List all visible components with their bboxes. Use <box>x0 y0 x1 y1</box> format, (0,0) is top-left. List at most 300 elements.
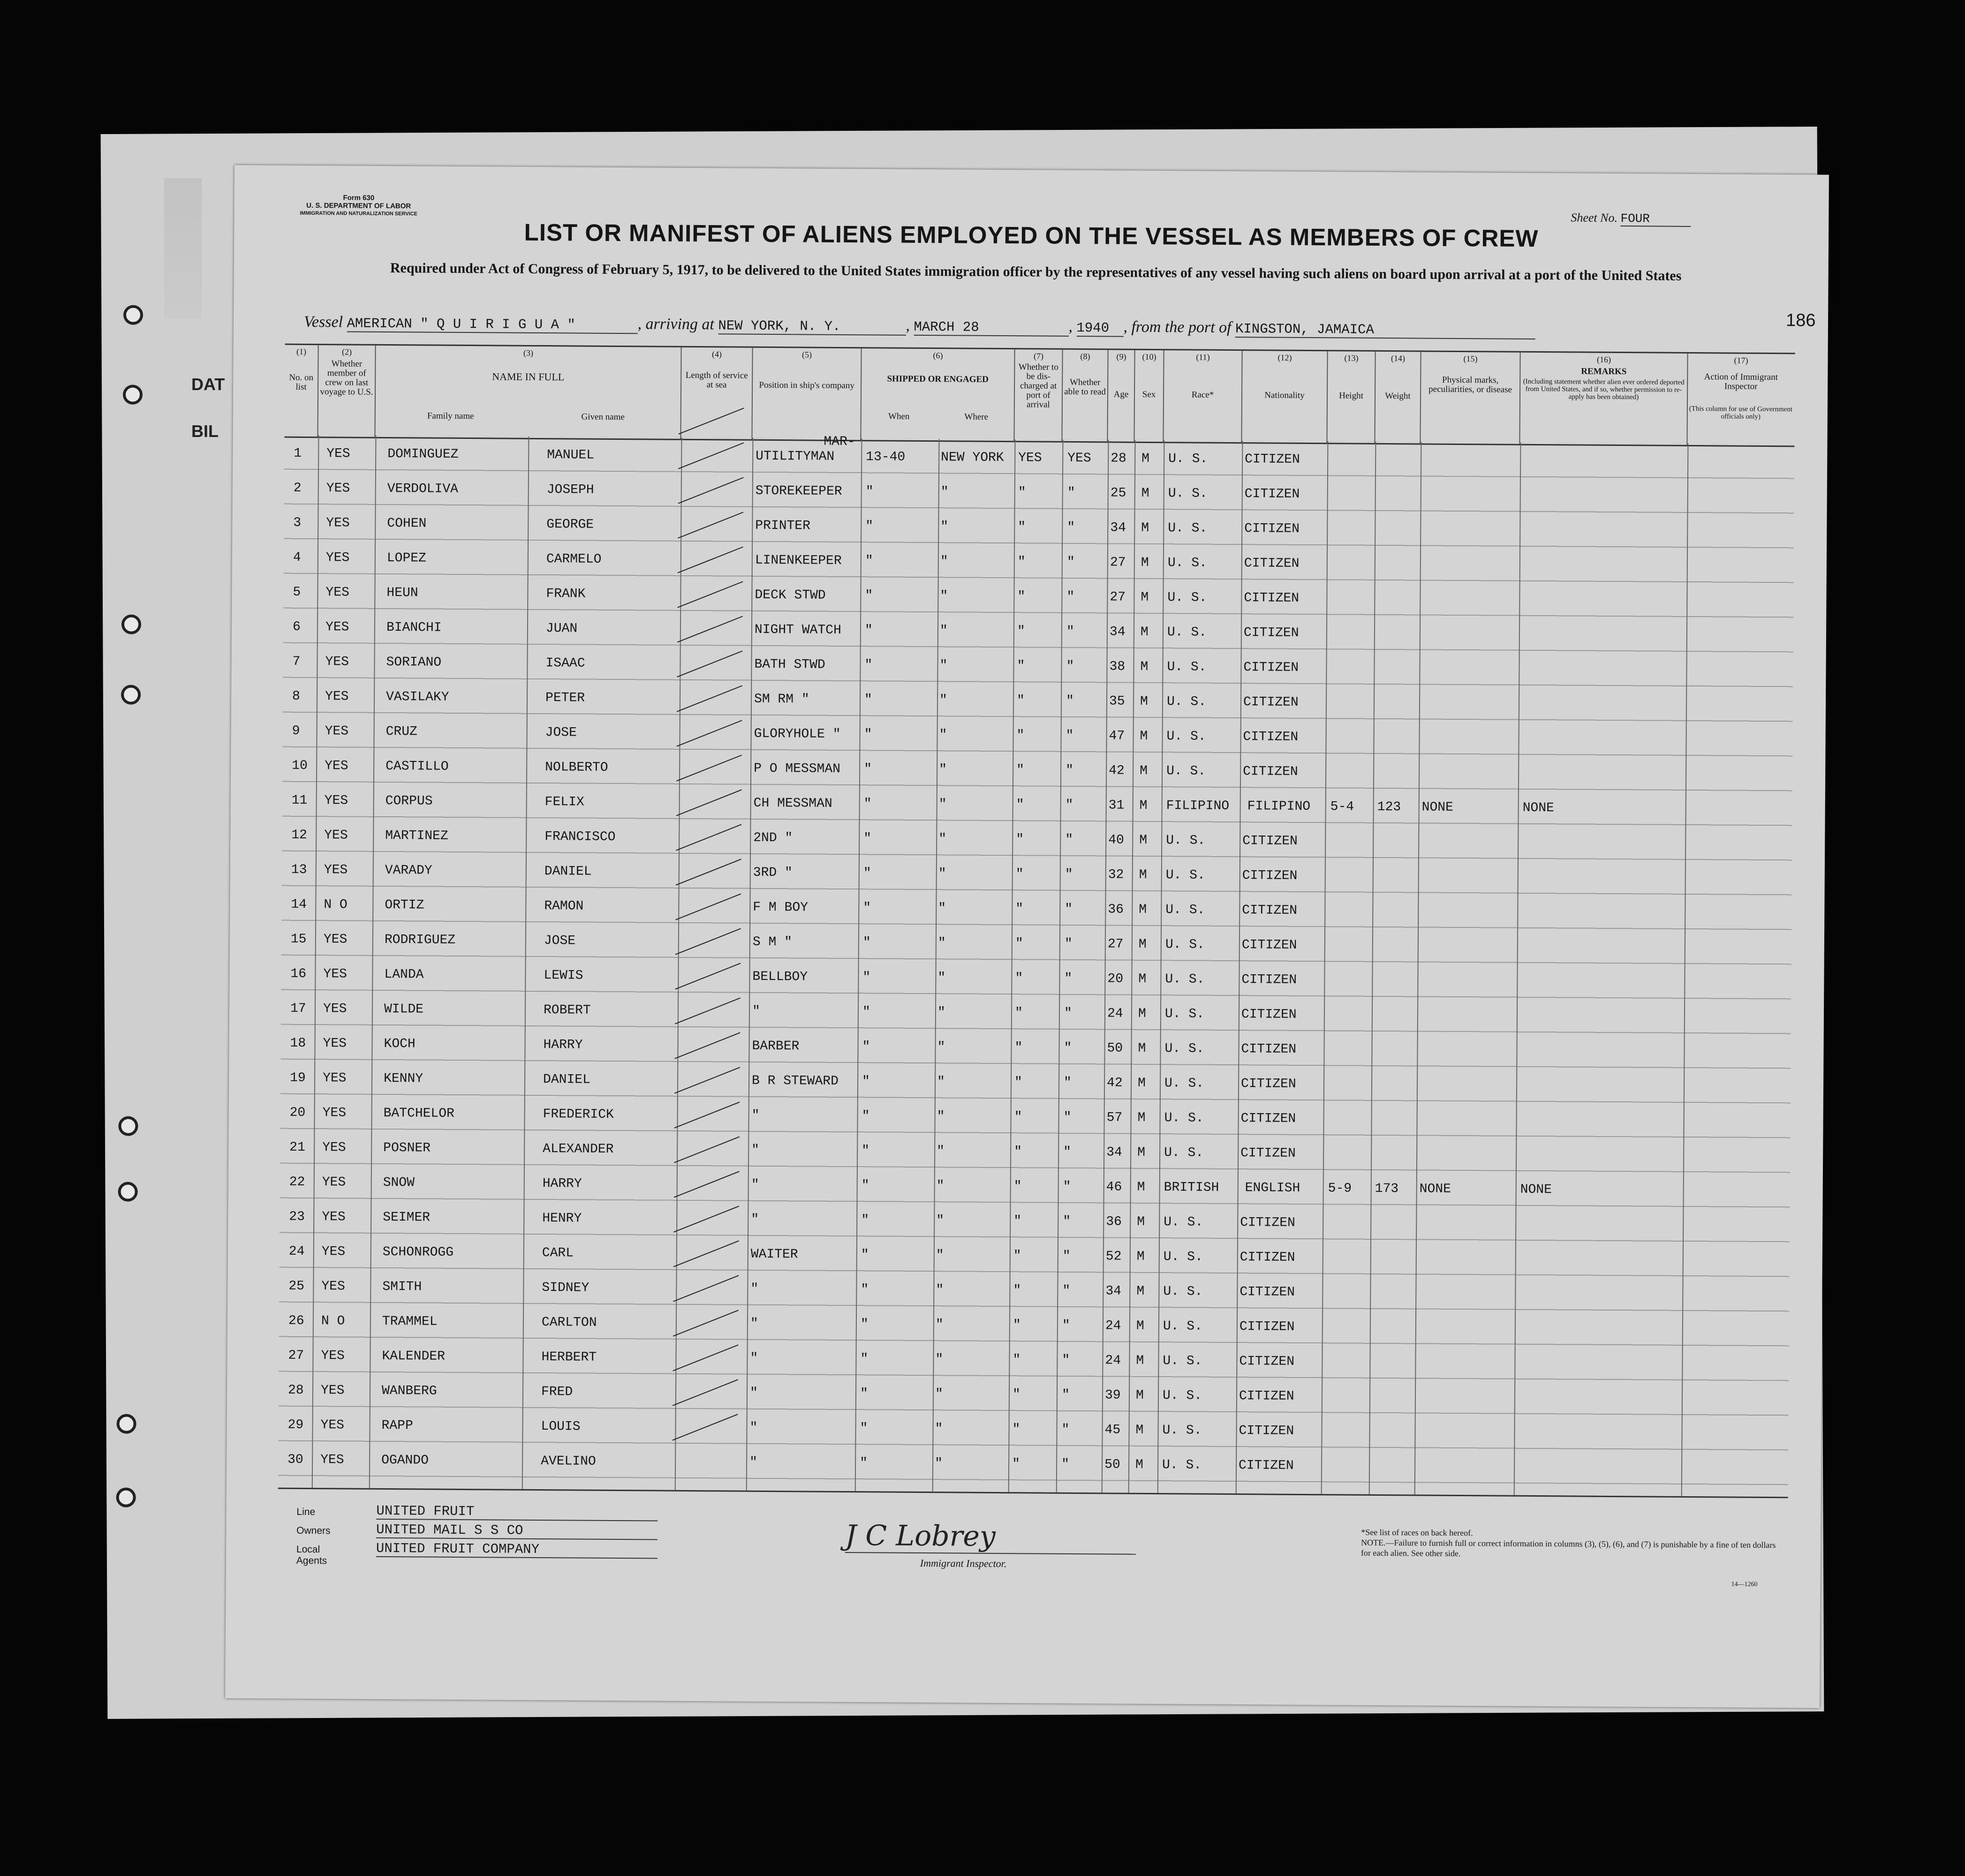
given-name: LEWIS <box>544 968 583 983</box>
sheet-value: FOUR <box>1620 211 1691 227</box>
race: U. S. <box>1165 972 1205 987</box>
given-name: JOSE <box>544 934 576 949</box>
age: 34 <box>1106 1145 1122 1160</box>
race: U. S. <box>1168 521 1208 536</box>
col-header-1: (1) No. on list <box>284 345 318 437</box>
able-to-read: " <box>1065 798 1073 813</box>
punch-hole <box>121 685 141 705</box>
row-number: 6 <box>292 619 301 634</box>
given-name: PETER <box>545 691 585 706</box>
nationality: CITIZEN <box>1242 834 1298 849</box>
able-to-read: " <box>1062 1283 1071 1298</box>
able-to-read: " <box>1061 1422 1070 1437</box>
department-name: U. S. DEPARTMENT OF LABOR <box>306 201 411 211</box>
age: 50 <box>1104 1457 1120 1472</box>
shipped-when: 13-40 <box>866 450 906 465</box>
race: U. S. <box>1165 937 1205 952</box>
race: U. S. <box>1165 868 1205 883</box>
shipped-when: " <box>861 1213 869 1228</box>
given-name: LOUIS <box>541 1419 581 1434</box>
nationality: ENGLISH <box>1245 1181 1300 1196</box>
nationality: CITIZEN <box>1239 1354 1295 1369</box>
prev-voyage: YES <box>326 516 350 531</box>
family-name: CORPUS <box>385 793 433 809</box>
able-to-read: " <box>1066 555 1075 570</box>
height: 5-4 <box>1330 799 1354 814</box>
nationality: CITIZEN <box>1241 972 1297 987</box>
age: 42 <box>1106 1076 1123 1091</box>
nationality: CITIZEN <box>1240 1215 1295 1230</box>
col-header-8: (8) Whether able to read <box>1062 350 1108 442</box>
given-name: FRANK <box>546 587 586 602</box>
able-to-read: " <box>1064 971 1073 986</box>
position: " <box>752 1004 760 1019</box>
able-to-read: " <box>1063 1179 1071 1194</box>
nationality: CITIZEN <box>1245 452 1300 467</box>
position: WAITER <box>750 1247 798 1262</box>
discharged: " <box>1014 1110 1022 1125</box>
col-header-5: (5) Position in ship's company <box>752 348 862 440</box>
prev-voyage: YES <box>322 1106 347 1121</box>
race: U. S. <box>1167 590 1207 605</box>
arrival-year: 1940 <box>1076 320 1123 337</box>
age: 31 <box>1108 798 1125 813</box>
discharged: " <box>1014 1145 1022 1160</box>
age: 46 <box>1106 1180 1122 1195</box>
nationality: CITIZEN <box>1239 1319 1295 1334</box>
position: SM RM " <box>754 692 809 707</box>
nationality: CITIZEN <box>1244 556 1300 571</box>
shipped-when: " <box>865 484 874 499</box>
able-to-read: " <box>1066 589 1075 604</box>
age: 27 <box>1107 937 1124 952</box>
sex: M <box>1141 486 1149 501</box>
shipped-where: " <box>935 1456 943 1471</box>
col-header-13: (13) Height <box>1327 351 1376 443</box>
back-stamp <box>164 178 202 319</box>
shipped-where: " <box>940 554 948 569</box>
age: 20 <box>1107 972 1124 987</box>
given-name: JUAN <box>545 621 578 636</box>
given-name: MANUEL <box>547 448 595 463</box>
discharged: " <box>1016 728 1025 743</box>
nationality: CITIZEN <box>1243 625 1299 640</box>
nationality: CITIZEN <box>1244 591 1300 606</box>
able-to-read: YES <box>1067 451 1091 466</box>
col-header-17: (17) Action of Immigrant Inspector (This column for use of Government officials only) <box>1689 355 1793 421</box>
family-name: COHEN <box>387 516 427 531</box>
race: U. S. <box>1163 1354 1202 1369</box>
given-name: FELIX <box>544 795 584 810</box>
sex: M <box>1139 867 1147 882</box>
owners-value: UNITED MAIL S S CO <box>376 1522 658 1540</box>
sex: M <box>1136 1284 1145 1299</box>
family-name: LANDA <box>384 967 424 982</box>
shipped-where: " <box>939 693 947 708</box>
age: 27 <box>1110 555 1126 570</box>
prev-voyage: YES <box>325 724 349 739</box>
penalty-note: NOTE.—Failure to furnish full or correct information in columns (3), (5), (6), and (7) is punishable by a fine of ten dollars for each alien. See other side. <box>1360 1537 1776 1559</box>
shipped-where: " <box>937 936 946 951</box>
sex: M <box>1137 1110 1146 1125</box>
family-name: RODRIGUEZ <box>384 932 456 948</box>
age: 57 <box>1106 1110 1123 1125</box>
able-to-read: " <box>1063 1075 1072 1090</box>
race: U. S. <box>1168 452 1208 467</box>
able-to-read: " <box>1066 624 1074 639</box>
shipped-when: " <box>865 554 873 569</box>
position: BELLBOY <box>752 969 808 985</box>
position: " <box>749 1455 758 1470</box>
sex: M <box>1139 798 1148 813</box>
nationality: CITIZEN <box>1242 903 1298 918</box>
nationality: CITIZEN <box>1239 1458 1294 1473</box>
row-number: 12 <box>291 828 307 843</box>
shipped-where: " <box>936 1179 945 1194</box>
col-header-16: (16) REMARKS (Including statement whether alien ever ordered deported from United States, and if so, whether permission to re-apply has been obtained) <box>1520 353 1688 445</box>
position: GLORYHOLE " <box>754 726 841 742</box>
discharged: " <box>1012 1422 1020 1437</box>
row-number: 20 <box>289 1105 306 1120</box>
position: " <box>749 1420 758 1435</box>
shipped-when: " <box>864 727 872 742</box>
given-name: ROBERT <box>543 1003 591 1018</box>
race: U. S. <box>1163 1250 1203 1265</box>
race: U. S. <box>1167 660 1207 675</box>
sex: M <box>1139 902 1147 917</box>
sex: M <box>1138 1041 1146 1056</box>
position: F M BOY <box>753 900 809 915</box>
line-label: Line <box>296 1506 316 1518</box>
position: BATH STWD <box>754 657 825 672</box>
row-number: 26 <box>288 1313 304 1328</box>
shipped-where: " <box>938 832 947 847</box>
given-name: ALEXANDER <box>543 1142 614 1157</box>
able-to-read: " <box>1066 763 1074 778</box>
able-to-read: " <box>1064 936 1073 951</box>
race: U. S. <box>1168 486 1208 501</box>
row-number: 15 <box>290 932 307 947</box>
discharged: " <box>1015 902 1024 917</box>
service-name: IMMIGRATION AND NATURALIZATION SERVICE <box>300 210 417 217</box>
discharged: " <box>1018 520 1026 535</box>
shipped-when: " <box>862 970 871 985</box>
race: U. S. <box>1166 694 1207 709</box>
col-header-11: (11) Race* <box>1164 350 1242 442</box>
row-number: 3 <box>293 515 302 530</box>
family-name: ORTIZ <box>385 897 424 913</box>
shipped-when: " <box>864 658 873 673</box>
discharged: " <box>1013 1318 1021 1333</box>
family-name: VERDOLIVA <box>387 482 459 497</box>
form-header-block <box>300 194 417 218</box>
position: " <box>750 1351 758 1366</box>
shipped-where: " <box>937 971 946 986</box>
shipped-where: " <box>938 797 947 812</box>
row-number: 1 <box>294 446 302 461</box>
shipped-where: " <box>937 1040 945 1055</box>
page-subtitle: Required under Act of Congress of February 5, 1917, to be delivered to the United States immigration officer by the representatives of any vessel having such aliens on board upon arrival at a port of the United States <box>390 260 1682 284</box>
nationality: CITIZEN <box>1240 1077 1296 1092</box>
line-value: UNITED FRUIT <box>376 1503 658 1522</box>
family-name: KOCH <box>384 1036 416 1052</box>
page-title: LIST OR MANIFEST OF ALIENS EMPLOYED ON THE VESSEL AS MEMBERS OF CREW <box>524 218 1539 252</box>
race: U. S. <box>1162 1423 1202 1438</box>
discharged: " <box>1018 485 1026 500</box>
age: 50 <box>1107 1041 1123 1056</box>
nationality: CITIZEN <box>1240 1146 1296 1161</box>
given-name: CARMELO <box>546 552 602 567</box>
given-name: ISAAC <box>545 656 585 671</box>
row-number: 5 <box>293 585 301 600</box>
col-header-12: (12) Nationality <box>1242 351 1328 443</box>
family-name: HEUN <box>386 585 418 601</box>
row-number: 17 <box>290 1001 306 1016</box>
position: DECK STWD <box>755 588 826 603</box>
given-name: HARRY <box>543 1038 583 1053</box>
back-label-bil: BIL <box>191 422 219 441</box>
family-name: MARTINEZ <box>385 828 448 844</box>
prev-voyage: YES <box>325 620 349 635</box>
age: 24 <box>1107 1006 1123 1021</box>
nationality: CITIZEN <box>1239 1389 1294 1404</box>
prev-voyage: YES <box>325 585 349 600</box>
position: UTILITYMAN <box>756 449 835 464</box>
discharged: " <box>1016 832 1024 847</box>
prev-voyage: YES <box>320 1383 345 1398</box>
sex: M <box>1137 1214 1145 1229</box>
family-name: VASILAKY <box>385 689 449 705</box>
weight: 123 <box>1377 799 1401 815</box>
remarks: NONE <box>1520 1182 1552 1198</box>
age: 47 <box>1109 729 1125 744</box>
row-number: 24 <box>288 1244 305 1259</box>
race: U. S. <box>1166 729 1206 744</box>
family-name: WANBERG <box>381 1383 437 1399</box>
physical-marks: NONE <box>1419 1182 1451 1197</box>
discharged: " <box>1015 971 1023 986</box>
given-name: HARRY <box>542 1176 582 1191</box>
able-to-read: " <box>1066 693 1074 708</box>
shipped-when: " <box>862 1005 870 1020</box>
age: 36 <box>1108 902 1124 917</box>
able-to-read: " <box>1065 832 1073 847</box>
race: U. S. <box>1164 1076 1204 1091</box>
agents-label: Local Agents <box>296 1544 327 1567</box>
position: " <box>751 1108 760 1123</box>
race: U. S. <box>1166 764 1206 779</box>
prev-voyage: YES <box>321 1279 345 1294</box>
position: PRINTER <box>755 518 811 534</box>
shipped-when: " <box>864 623 873 638</box>
shipped-when: " <box>862 935 871 950</box>
able-to-read: " <box>1061 1387 1070 1402</box>
nationality: CITIZEN <box>1243 730 1299 745</box>
shipped-where: " <box>938 866 946 881</box>
row-number: 13 <box>291 862 307 877</box>
nationality: CITIZEN <box>1243 695 1299 710</box>
family-name: CASTILLO <box>385 759 449 774</box>
discharged: " <box>1013 1214 1022 1229</box>
nationality: CITIZEN <box>1243 660 1299 675</box>
weight: 173 <box>1375 1181 1399 1197</box>
prev-voyage: YES <box>324 863 348 878</box>
discharged: " <box>1012 1387 1020 1402</box>
position: NIGHT WATCH <box>754 622 841 638</box>
shipped-where: " <box>940 485 949 500</box>
prev-voyage: YES <box>324 793 348 808</box>
discharged: " <box>1017 659 1025 674</box>
discharged: " <box>1017 589 1026 604</box>
discharged: " <box>1016 693 1025 708</box>
discharged: " <box>1014 1075 1022 1090</box>
row-number: 28 <box>287 1383 304 1398</box>
nationality: CITIZEN <box>1239 1285 1295 1300</box>
family-name: CRUZ <box>385 724 417 739</box>
age: 38 <box>1109 659 1126 674</box>
sex: M <box>1140 659 1149 674</box>
row-number: 11 <box>291 793 308 808</box>
prev-voyage: YES <box>325 550 350 565</box>
shipped-when: " <box>865 519 874 534</box>
discharged: " <box>1017 624 1025 639</box>
crew-table-body <box>278 435 1795 1499</box>
race: U. S. <box>1163 1284 1203 1299</box>
back-label-dat: DAT <box>191 375 225 394</box>
inspector-label: Immigrant Inspector. <box>920 1557 1007 1570</box>
shipped-where: " <box>936 1213 945 1228</box>
prev-voyage: YES <box>323 932 348 947</box>
family-name: OGANDO <box>381 1453 429 1468</box>
shipped-where: " <box>939 762 947 777</box>
discharged: " <box>1013 1179 1022 1194</box>
position: " <box>751 1212 759 1227</box>
age: 28 <box>1111 451 1126 466</box>
prev-voyage: YES <box>322 1140 346 1155</box>
back-labels <box>191 361 225 455</box>
race: U. S. <box>1165 903 1205 918</box>
shipped-where: " <box>938 901 946 916</box>
row-number: 29 <box>287 1417 304 1432</box>
discharged: " <box>1015 936 1023 951</box>
given-name: JOSEPH <box>546 482 594 497</box>
shipped-when: " <box>864 762 872 777</box>
given-name: CARLTON <box>541 1315 597 1330</box>
prev-voyage: YES <box>323 1071 347 1086</box>
nationality: CITIZEN <box>1243 764 1298 779</box>
age: 36 <box>1106 1214 1122 1229</box>
sex: M <box>1140 729 1148 744</box>
discharged: " <box>1013 1353 1021 1368</box>
age: 42 <box>1109 763 1125 778</box>
physical-marks: NONE <box>1421 800 1453 815</box>
shipped-where: " <box>935 1387 943 1402</box>
shipped-where: " <box>936 1283 944 1298</box>
race: U. S. <box>1164 1145 1204 1160</box>
nationality: CITIZEN <box>1244 521 1300 536</box>
able-to-read: " <box>1066 728 1074 743</box>
row-number: 19 <box>290 1070 306 1085</box>
col-header-4: (4) Length of service at sea <box>681 347 753 439</box>
shipped-when: " <box>862 1109 870 1124</box>
discharged: YES <box>1018 451 1042 466</box>
family-name: SEIMER <box>383 1210 431 1225</box>
row-number: 16 <box>290 966 307 981</box>
owners-label: Owners <box>296 1525 331 1537</box>
row-number: 23 <box>289 1209 305 1224</box>
given-name: NOLBERTO <box>545 760 608 775</box>
inspector-signature: J C Lobrey <box>845 1519 996 1553</box>
row-number: 8 <box>292 689 300 704</box>
given-name: HENRY <box>542 1211 582 1226</box>
sex: M <box>1135 1388 1144 1403</box>
age: 35 <box>1109 694 1125 709</box>
age: 45 <box>1104 1423 1121 1438</box>
age: 40 <box>1108 833 1124 848</box>
discharged: " <box>1017 555 1026 570</box>
able-to-read: " <box>1062 1353 1070 1368</box>
row-number: 25 <box>288 1279 305 1294</box>
position: BARBER <box>752 1039 800 1054</box>
arrival-port: NEW YORK, N. Y. <box>718 318 906 335</box>
arriving-label: , arriving at <box>637 315 715 333</box>
prev-voyage: N O <box>321 1314 345 1329</box>
race: BRITISH <box>1164 1180 1219 1195</box>
prev-voyage: YES <box>322 1210 346 1225</box>
position: LINENKEEPER <box>755 553 842 568</box>
position: " <box>751 1143 760 1158</box>
row-number: 9 <box>292 723 300 738</box>
able-to-read: " <box>1067 520 1075 535</box>
punch-hole <box>123 385 143 405</box>
prev-voyage: YES <box>326 446 350 461</box>
prev-voyage: YES <box>326 481 350 496</box>
prev-voyage: YES <box>325 689 349 704</box>
shipped-when: " <box>862 1074 870 1089</box>
nationality: CITIZEN <box>1239 1424 1294 1439</box>
shipped-when: " <box>861 1248 869 1263</box>
sex: M <box>1141 520 1149 535</box>
row-number: 4 <box>293 550 301 565</box>
shipped-when: " <box>860 1456 868 1471</box>
sex: M <box>1140 694 1148 709</box>
sex: M <box>1141 451 1150 466</box>
punch-hole <box>116 1488 136 1507</box>
print-code: 14—1260 <box>1731 1581 1758 1588</box>
age: 24 <box>1105 1353 1121 1368</box>
shipped-where: " <box>939 658 948 673</box>
nationality: CITIZEN <box>1242 868 1298 883</box>
row-number: 7 <box>292 654 301 669</box>
position: P O MESSMAN <box>754 761 841 776</box>
discharged: " <box>1013 1283 1021 1298</box>
age: 32 <box>1108 867 1124 882</box>
shipped-when: " <box>860 1352 869 1367</box>
col-header-2: (2) Whether member of crew on last voyage to U.S. <box>318 345 376 437</box>
able-to-read: " <box>1064 1040 1072 1055</box>
position: " <box>750 1316 758 1331</box>
sex: M <box>1136 1318 1144 1334</box>
shipped-when: " <box>863 901 871 916</box>
prev-voyage: YES <box>323 1036 347 1051</box>
sex: M <box>1141 590 1149 605</box>
given-name: AVELINO <box>541 1454 596 1469</box>
shipped-where: " <box>937 1005 945 1020</box>
family-name: SNOW <box>383 1175 415 1190</box>
given-name: RAMON <box>544 899 584 914</box>
race: U. S. <box>1164 1007 1205 1022</box>
position: STOREKEEPER <box>755 483 842 499</box>
